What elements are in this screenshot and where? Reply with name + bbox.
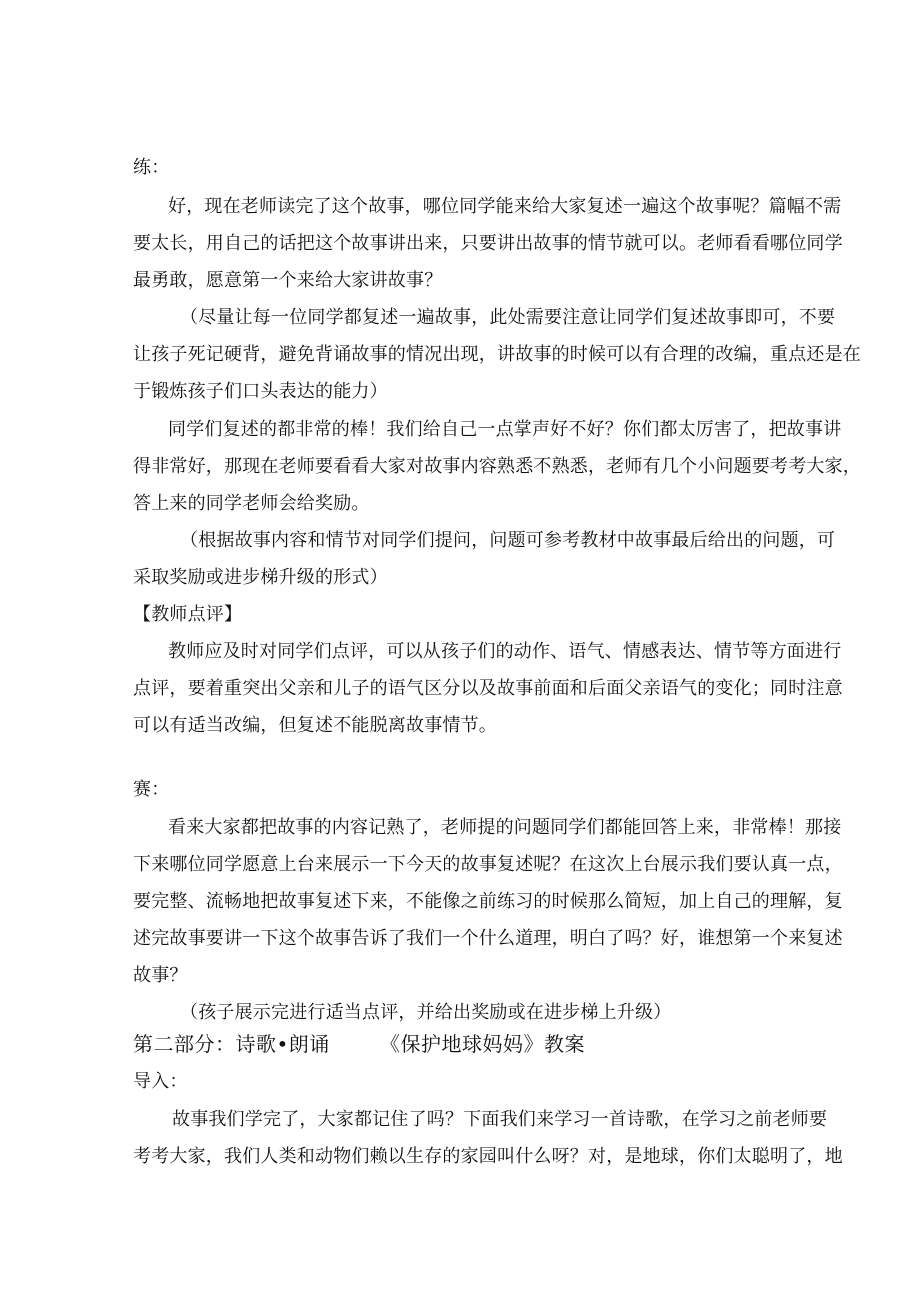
- paragraph-line: 最勇敢，愿意第一个来给大家讲故事？: [133, 270, 443, 291]
- note-line: 于锻炼孩子们口头表达的能力）: [133, 381, 388, 402]
- section-label-lian: 练：: [133, 157, 170, 178]
- paragraph-line: 要太长，用自己的话把这个故事讲出来，只要讲出故事的情节就可以。老师看看哪位同学: [133, 233, 843, 254]
- note-line: （尽量让每一位同学都复述一遍故事，此处需要注意让同学们复述故事即可，不要: [180, 307, 836, 328]
- paragraph-line: 好，现在老师读完了这个故事，哪位同学能来给大家复述一遍这个故事呢？篇幅不需: [168, 196, 842, 217]
- intro-label: 导入：: [133, 1071, 188, 1092]
- note-line: 采取奖励或进步梯升级的形式）: [133, 567, 388, 588]
- paragraph-line: 可以有适当改编，但复述不能脱离故事情节。: [133, 715, 497, 736]
- teacher-comment-label: 【教师点评】: [133, 604, 243, 625]
- section-label-sai: 赛：: [133, 779, 170, 800]
- paragraph-line: 答上来的同学老师会给奖励。: [133, 493, 370, 514]
- note-line: 让孩子死记硬背，避免背诵故事的情况出现，讲故事的时候可以有合理的改编，重点还是在: [133, 344, 861, 365]
- part2-title: 《保护地球妈妈》教案: [380, 1032, 585, 1056]
- part2-heading: 第二部分：诗歌•朗诵: [133, 1032, 330, 1056]
- paragraph-line: 故事我们学完了，大家都记住了吗？下面我们来学习一首诗歌，在学习之前老师要: [172, 1109, 828, 1130]
- paragraph-line: 要完整、流畅地把故事复述下来，不能像之前练习的时候那么简短，加上自己的理解，复: [133, 891, 843, 912]
- paragraph-line: 同学们复述的都非常的棒！我们给自己一点掌声好不好？你们都太厉害了，把故事讲: [168, 419, 842, 440]
- paragraph-line: 述完故事要讲一下这个故事告诉了我们一个什么道理，明白了吗？好，谁想第一个来复述: [133, 928, 843, 949]
- note-line: （根据故事内容和情节对同学们提问，问题可参考教材中故事最后给出的问题，可: [180, 530, 836, 551]
- paragraph-line: 故事？: [133, 965, 188, 986]
- note-line: （孩子展示完进行适当点评，并给出奖励或在进步梯上升级）: [180, 1002, 672, 1023]
- paragraph-line: 下来哪位同学愿意上台来展示一下今天的故事复述呢？在这次上台展示我们要认真一点，: [133, 854, 843, 875]
- paragraph-line: 教师应及时对同学们点评，可以从孩子们的动作、语气、情感表达、情节等方面进行: [168, 641, 842, 662]
- paragraph-line: 得非常好，那现在老师要看看大家对故事内容熟悉不熟悉，老师有几个小问题要考考大家，: [133, 456, 861, 477]
- paragraph-line: 点评，要着重突出父亲和儿子的语气区分以及故事前面和后面父亲语气的变化；同时注意: [133, 678, 843, 699]
- paragraph-line: 考考大家，我们人类和动物们赖以生存的家园叫什么呀？对，是地球，你们太聪明了，地: [133, 1146, 843, 1167]
- paragraph-line: 看来大家都把故事的内容记熟了，老师提的问题同学们都能回答上来，非常棒！那接: [168, 817, 842, 838]
